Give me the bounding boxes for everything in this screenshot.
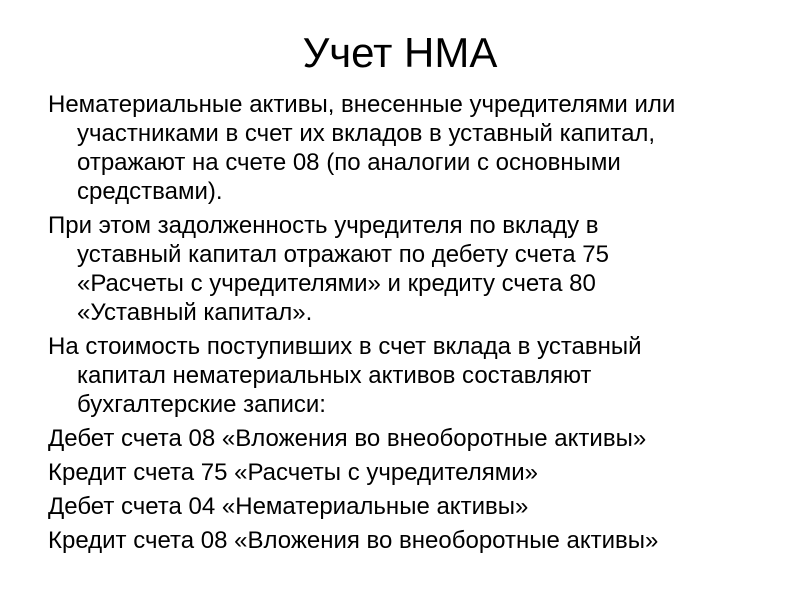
paragraph-entries-intro: На стоимость поступивших в счет вклада в уставный капитал нематериальных активов составляют бухгалтерские записи: <box>48 333 642 418</box>
entry-credit-75: Кредит счета 75 «Расчеты с учредителями» <box>48 459 538 486</box>
entry-debit-04: Дебет счета 04 «Нематериальные активы» <box>48 493 529 520</box>
slide-title: Учет НМА <box>302 29 498 76</box>
slide-body <box>48 90 760 560</box>
entry-debit-08: Дебет счета 08 «Вложения во внеоборотные активы» <box>48 425 647 452</box>
entry-credit-08: Кредит счета 08 «Вложения во внеоборотные активы» <box>48 527 659 554</box>
paragraph-nma-contribution: Нематериальные активы, внесенные учредителями или участниками в счет их вкладов в уставный капитал, отражают на счете 08 (по аналогии с основными средствами). <box>48 91 676 205</box>
paragraph-founder-debt: При этом задолженность учредителя по вкладу в уставный капитал отражают по дебету счета 75 «Расчеты с учредителями» и кредиту счета 80 «Уставный капитал». <box>48 212 609 326</box>
